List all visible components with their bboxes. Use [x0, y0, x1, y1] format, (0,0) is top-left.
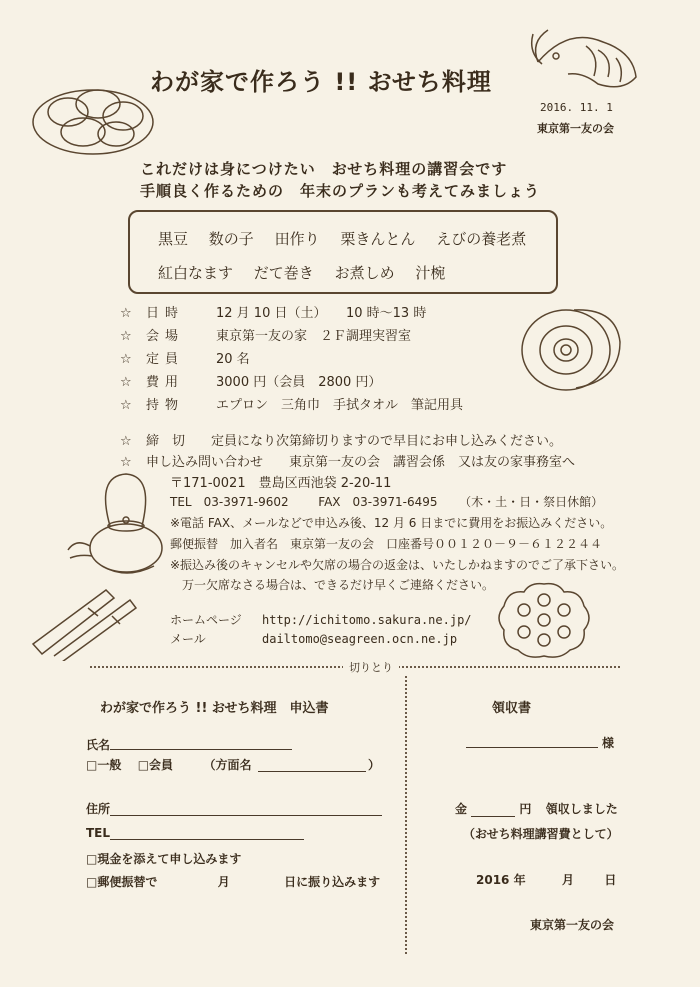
form-divider: [405, 676, 407, 954]
detail-row-fee: [120, 371, 381, 390]
receipt-organization: 東京第一友の会: [530, 918, 615, 932]
homepage-link[interactable]: http://ichitomo.sakura.ne.jp/: [262, 613, 472, 627]
district-field[interactable]: [258, 771, 366, 772]
mail-link[interactable]: dailtomo@seagreen.ocn.ne.jp: [262, 632, 458, 646]
star-icon: ☆: [120, 306, 132, 321]
homepage-row: [170, 611, 472, 628]
receipt-title: 領収書: [492, 701, 532, 716]
contact-row: [120, 451, 575, 470]
receipt-name-field[interactable]: [466, 747, 598, 748]
detail-value: 12 月 10 日（土） 10 時～13 時: [216, 306, 427, 321]
deadline-row: [120, 430, 562, 449]
detail-value: 東京第一友の家 ２Ｆ調理実習室: [216, 329, 412, 344]
homepage-label: ホームページ: [170, 613, 242, 627]
menu-item: 汁椀: [415, 264, 446, 282]
teapot-illustration: [66, 466, 176, 586]
menu-item: 栗きんとん: [340, 230, 416, 248]
detail-label: 持物: [146, 398, 185, 413]
star-icon: ☆: [120, 434, 132, 449]
receipt-day: 日: [604, 873, 617, 887]
payment-deadline-note: ※電話 FAX、メールなどで申込み後、12 月 6 日までに費用をお振込みください。: [170, 516, 613, 530]
cash-checkbox[interactable]: □現金を添えて申し込みます: [86, 852, 242, 866]
detail-value: 3000 円（会員 2800 円）: [216, 375, 382, 390]
datemaki-illustration: [516, 302, 626, 394]
receipt-month: 月: [561, 873, 574, 887]
tel-field[interactable]: [110, 839, 304, 840]
cut-label: 切りとり: [343, 659, 399, 675]
receipt-received: 領収しました: [545, 802, 618, 816]
postal-day-text: 日に振り込みます: [284, 875, 381, 889]
postal-row: [86, 873, 380, 890]
general-checkbox[interactable]: □一般: [86, 758, 122, 772]
postal-checkbox[interactable]: □郵便振替で: [86, 875, 158, 889]
star-icon: ☆: [120, 375, 132, 390]
receipt-sama: 様: [602, 736, 615, 750]
receipt-purpose: （おせち料理講習費として）: [463, 827, 619, 841]
member-checkbox[interactable]: □会員: [137, 758, 174, 772]
detail-row-belongings: [120, 394, 463, 413]
contact-address: 〒171-0021 豊島区西池袋 2-20-11: [170, 476, 392, 491]
page-title: わが家で作ろう !! おせち料理: [150, 68, 492, 96]
district-close: ）: [368, 758, 381, 772]
receipt-amount-field[interactable]: [471, 802, 515, 817]
application-form-title: わが家で作ろう !! おせち料理 申込書: [100, 701, 329, 716]
name-field[interactable]: [110, 749, 292, 750]
menu-item: 紅白なます: [158, 264, 234, 282]
detail-row-venue: [120, 325, 411, 344]
menu-item: 数の子: [208, 230, 254, 248]
star-icon: ☆: [120, 398, 132, 413]
detail-label: 定員: [146, 352, 185, 367]
manju-illustration: [28, 82, 158, 157]
lead-line-1: これだけは身につけたい おせち料理の講習会です: [140, 160, 508, 178]
menu-item: お煮しめ: [334, 264, 395, 282]
menu-line-1: [158, 228, 542, 249]
deadline-text: 締 切 定員になり次第締切りますので早目にお申し込みください。: [146, 434, 563, 449]
detail-label: 費用: [146, 375, 185, 390]
name-label: 氏名: [86, 738, 111, 752]
menu-item: えびの養老煮: [436, 230, 527, 248]
menu-item: だて巻き: [253, 264, 314, 282]
contact-text: 申し込み問い合わせ 東京第一友の会 講習会係 又は友の家事務室へ: [146, 455, 576, 470]
postal-transfer-info: 郵便振替 加入者名 東京第一友の会 口座番号００１２０－９－６１２２４４: [170, 537, 603, 551]
refund-note: ※振込み後のキャンセルや欠席の場合の返金は、いたしかねますのでご了承下さい。: [170, 558, 625, 572]
postal-month-label: 月: [217, 875, 230, 889]
receipt-date-row: [476, 871, 616, 888]
address-field[interactable]: [110, 815, 382, 816]
receipt-yen: 円: [519, 802, 532, 816]
detail-row-date: [120, 302, 426, 321]
contact-tel: TEL 03-3971-9602: [170, 495, 289, 509]
chopsticks-illustration: [28, 586, 143, 661]
receipt-kin: 金: [455, 802, 468, 816]
tel-label: TEL: [86, 826, 111, 840]
contact-phones: [170, 493, 603, 510]
detail-label: 日時: [146, 306, 185, 321]
menu-item: 黒豆: [158, 230, 189, 248]
menu-item: 田作り: [274, 230, 320, 248]
receipt-year: 2016 年: [476, 873, 526, 887]
detail-value: 20 名: [216, 352, 250, 367]
issue-date: 2016. 11. 1: [540, 101, 613, 114]
star-icon: ☆: [120, 352, 132, 367]
detail-label: 会場: [146, 329, 185, 344]
star-icon: ☆: [120, 455, 132, 470]
menu-line-2: [158, 262, 461, 283]
address-label: 住所: [86, 802, 111, 816]
shrimp-illustration: [528, 22, 648, 97]
receipt-amount-row: [455, 800, 618, 817]
mail-label: メール: [170, 632, 206, 646]
contact-fax: FAX 03-3971-6495: [318, 495, 438, 509]
district-label: （方面名: [203, 758, 252, 772]
organization-name: 東京第一友の会: [537, 122, 614, 135]
lead-line-2: 手順良く作るための 年末のプランも考えてみましょう: [140, 182, 541, 200]
detail-row-capacity: [120, 348, 250, 367]
lotus-root-illustration: [494, 580, 594, 660]
detail-value: エプロン 三角巾 手拭タオル 筆記用具: [216, 398, 464, 413]
contact-closed-days: （木・土・日・祭日休館）: [459, 495, 604, 509]
mail-row: [170, 630, 457, 647]
category-row: [86, 756, 251, 773]
absence-note: 万一欠席なさる場合は、できるだけ早くご連絡ください。: [182, 578, 495, 592]
star-icon: ☆: [120, 329, 132, 344]
